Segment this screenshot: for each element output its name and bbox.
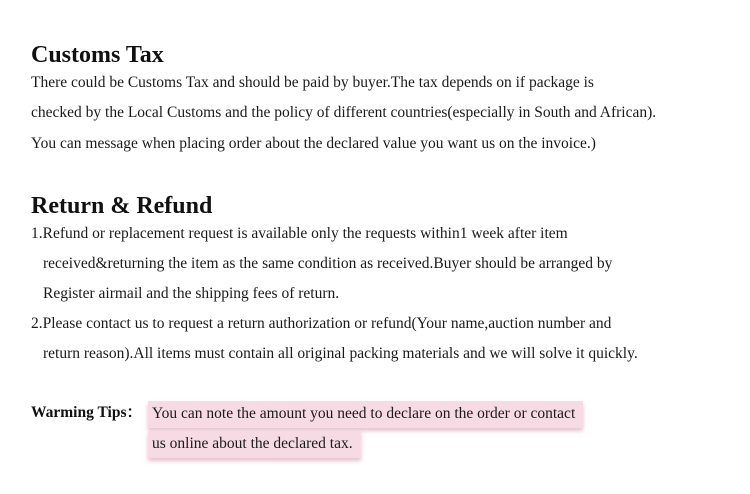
refund-line-4: 2.Please contact us to request a return authorization or refund(Your name,auction number and: [31, 315, 612, 332]
customs-tax-line-3: You can message when placing order about the declared value you want us on the invoice.): [31, 135, 596, 152]
customs-tax-line-2: checked by the Local Customs and the policy of different countries(especially in South and African).: [31, 104, 657, 121]
customs-tax-line-1: There could be Customs Tax and should be paid by buyer.The tax depends on if package is: [31, 74, 594, 91]
customs-tax-heading: Customs Tax: [31, 42, 164, 68]
refund-line-1: 1.Refund or replacement request is available only the requests within1 week after item: [31, 225, 568, 242]
warming-tips-highlight-line-2: us online about the declared tax.: [148, 431, 361, 458]
refund-line-5: return reason).All items must contain all original packing materials and we will solve it quickly.: [43, 345, 638, 362]
refund-line-2: received&returning the item as the same condition as received.Buyer should be arranged by: [43, 255, 613, 272]
warming-tips-label: Warming Tips：: [31, 404, 142, 421]
return-refund-heading: Return & Refund: [31, 193, 213, 219]
refund-line-3: Register airmail and the shipping fees of return.: [43, 285, 340, 302]
warming-tips-highlight-line-1: You can note the amount you need to declare on the order or contact: [148, 401, 583, 428]
